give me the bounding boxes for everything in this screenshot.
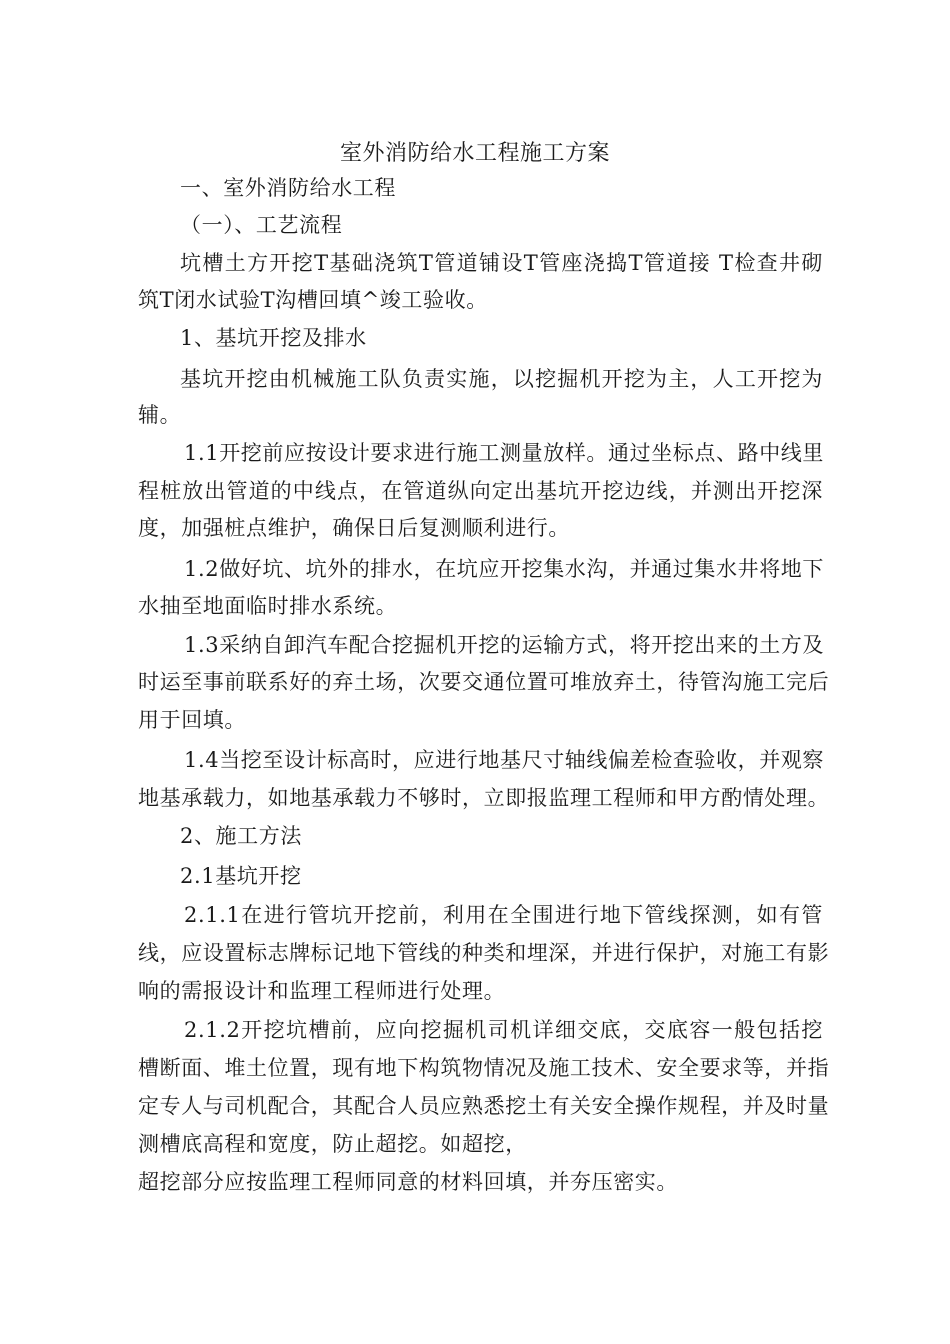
paragraph-line: 槽断面、堆土位置，现有地下构筑物情况及施工技术、安全要求等，并指 — [138, 1056, 830, 1080]
item-heading: 2.1基坑开挖 — [180, 864, 302, 888]
paragraph-line: 1.3采纳自卸汽车配合挖掘机开挖的运输方式，将开挖出来的土方及 — [184, 633, 824, 657]
paragraph-line: 线，应设置标志牌标记地下管线的种类和埋深，并进行保护，对施工有影 — [138, 941, 830, 965]
paragraph-line: 基坑开挖由机械施工队负责实施，以挖掘机开挖为主，人工开挖为 — [180, 367, 823, 391]
item-heading: 2、施工方法 — [180, 824, 302, 848]
paragraph-line: 超挖部分应按监理工程师同意的材料回填，并夯压密实。 — [138, 1170, 678, 1194]
section-heading: 一、室外消防给水工程 — [180, 176, 396, 200]
paragraph-line: 2.1.1在进行管坑开挖前，利用在全围进行地下管线探测，如有管 — [184, 903, 823, 927]
paragraph-line: 定专人与司机配合，其配合人员应熟悉挖土有关安全操作规程，并及时量 — [138, 1094, 830, 1118]
paragraph-line: 筑T闭水试验T沟槽回填^竣工验收。 — [138, 288, 488, 312]
paragraph-line: 时运至事前联系好的弃土场，次要交通位置可堆放弃土，待管沟施工完后 — [138, 670, 830, 694]
paragraph-line: 1.1开挖前应按设计要求进行施工测量放样。通过坐标点、路中线里 — [184, 441, 824, 465]
paragraph-line: 度，加强桩点维护，确保日后复测顺利进行。 — [138, 516, 570, 540]
paragraph-line: 1.4当挖至设计标高时，应进行地基尺寸轴线偏差检查验收，并观察 — [184, 748, 824, 772]
paragraph-line: 程桩放出管道的中线点，在管道纵向定出基坑开挖边线，并测出开挖深 — [138, 479, 823, 503]
paragraph-line: 地基承载力，如地基承载力不够时，立即报监理工程师和甲方酌情处理。 — [138, 786, 830, 810]
paragraph-line: 响的需报设计和监理工程师进行处理。 — [138, 979, 506, 1003]
paragraph-line: 水抽至地面临时排水系统。 — [138, 594, 398, 618]
item-heading: 1、基坑开挖及排水 — [180, 326, 367, 350]
paragraph-line: 2.1.2开挖坑槽前，应向挖掘机司机详细交底，交底容一般包括挖 — [184, 1018, 823, 1042]
page-title: 室外消防给水工程施工方案 — [339, 141, 610, 166]
paragraph-line: 辅。 — [138, 403, 182, 427]
subsection-heading: （一）、工艺流程 — [180, 213, 343, 237]
paragraph-line: 坑槽土方开挖T基础浇筑T管道铺设T管座浇捣T管道接 T检查井砌 — [180, 251, 823, 275]
paragraph-line: 测槽底高程和宽度，防止超挖。如超挖， — [138, 1132, 527, 1156]
paragraph-line: 用于回填。 — [138, 708, 246, 732]
paragraph-line: 1.2做好坑、坑外的排水，在坑应开挖集水沟，并通过集水井将地下 — [184, 557, 824, 581]
